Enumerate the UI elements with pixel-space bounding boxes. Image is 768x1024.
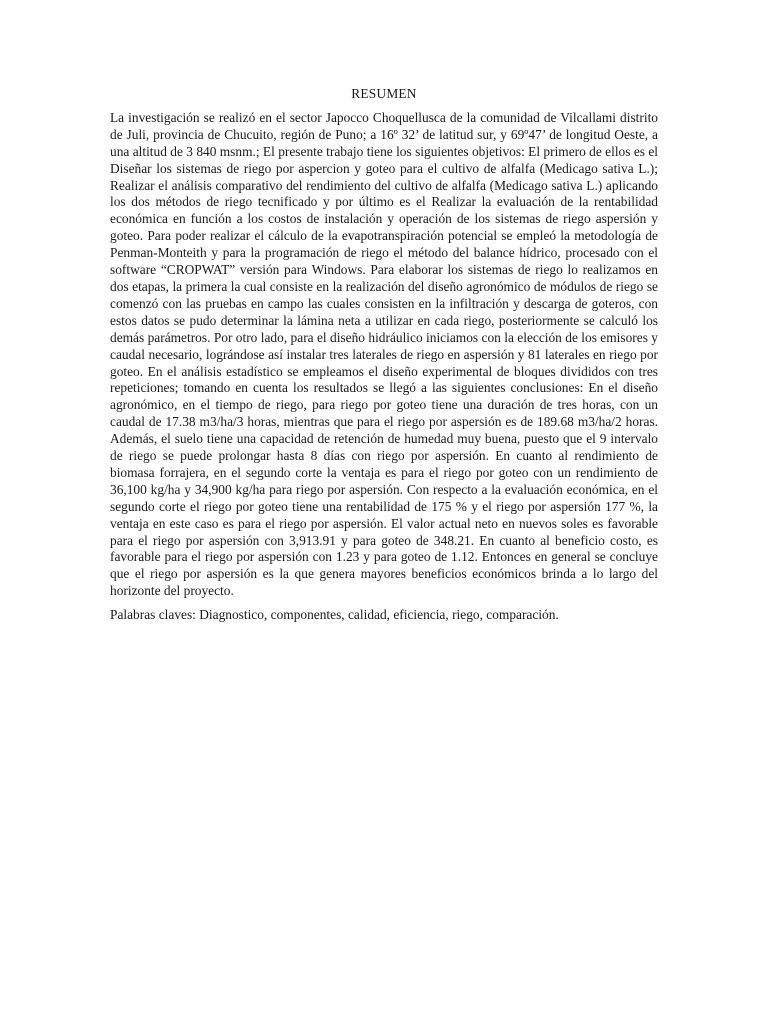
- abstract-paragraph: La investigación se realizó en el sector Japocco Choquellusca de la comunidad de Vilcallami distrito de Juli, provincia de Chucuito, región de Puno; a 16º 32’ de latitud sur, y 69º47’ de longitud Oeste, a una altitud de 3 840 msnm.; El presente trabajo tiene los siguientes objetivos: El primero de ellos es el Diseñar los sistemas de riego por aspercion y goteo para el cultivo de alfalfa (Medicago sativa L.); Realizar el análisis comparativo del rendimiento del cultivo de alfalfa (Medicago sativa L.) aplicando los dos métodos de riego tecnificado y por último es el Realizar la evaluación de la rentabilidad económica en función a los costos de instalación y operación de los sistemas de riego aspersión y goteo. Para poder realizar el cálculo de la evapotranspiración potencial se empleó la metodología de Penman-Monteith y para la programación de riego el método del balance hídrico, procesado con el software “CROPWAT” versión para Windows. Para elaborar los sistemas de riego lo realizamos en dos etapas, la primera la cual consiste en la realización del diseño agronómico de módulos de riego se comenzó con las pruebas en campo las cuales consisten en la infiltración y descarga de goteros, con estos datos se pudo determinar la lámina neta a utilizar en cada riego, posteriormente se calculó los demás parámetros. Por otro lado, para el diseño hidráulico iniciamos con la elección de los emisores y caudal necesario, lográndose así instalar tres laterales de riego en aspersión y 81 laterales en riego por goteo. En el análisis estadístico se empleamos el diseño experimental de bloques divididos con tres repeticiones; tomando en cuenta los resultados se llegó a las siguientes conclusiones: En el diseño agronómico, en el tiempo de riego, para riego por goteo tiene una duración de tres horas, con un caudal de 17.38 m3/ha/3 horas, mientras que para el riego por aspersión es de 189.68 m3/ha/2 horas. Además, el suelo tiene una capacidad de retención de humedad muy buena, puesto que el 9 intervalo de riego se puede prolongar hasta 8 días con riego por aspersión. En cuanto al rendimiento de biomasa forrajera, en el segundo corte la ventaja es para el riego por goteo con un rendimiento de 36,100 kg/ha y 34,900 kg/ha para riego por aspersión. Con respecto a la evaluación económica, en el segundo corte el riego por goteo tiene una rentabilidad de 175 % y el riego por aspersión 177 %, la ventaja en este caso es para el riego por aspersión. El valor actual neto en nuevos soles es favorable para el riego por aspersión con 3,913.91 y para goteo de 348.21. En cuanto al beneficio costo, es favorable para el riego por aspersión con 1.23 y para goteo de 1.12. Entonces en general se concluye que el riego por aspersión es la que genera mayores beneficios económicos brinda a lo largo del horizonte del proyecto.: [110, 109, 658, 599]
- document-content: [110, 86, 658, 624]
- document-title: RESUMEN: [351, 86, 417, 101]
- keywords-line: Palabras claves: Diagnostico, componentes, calidad, eficiencia, riego, comparación.: [110, 607, 559, 623]
